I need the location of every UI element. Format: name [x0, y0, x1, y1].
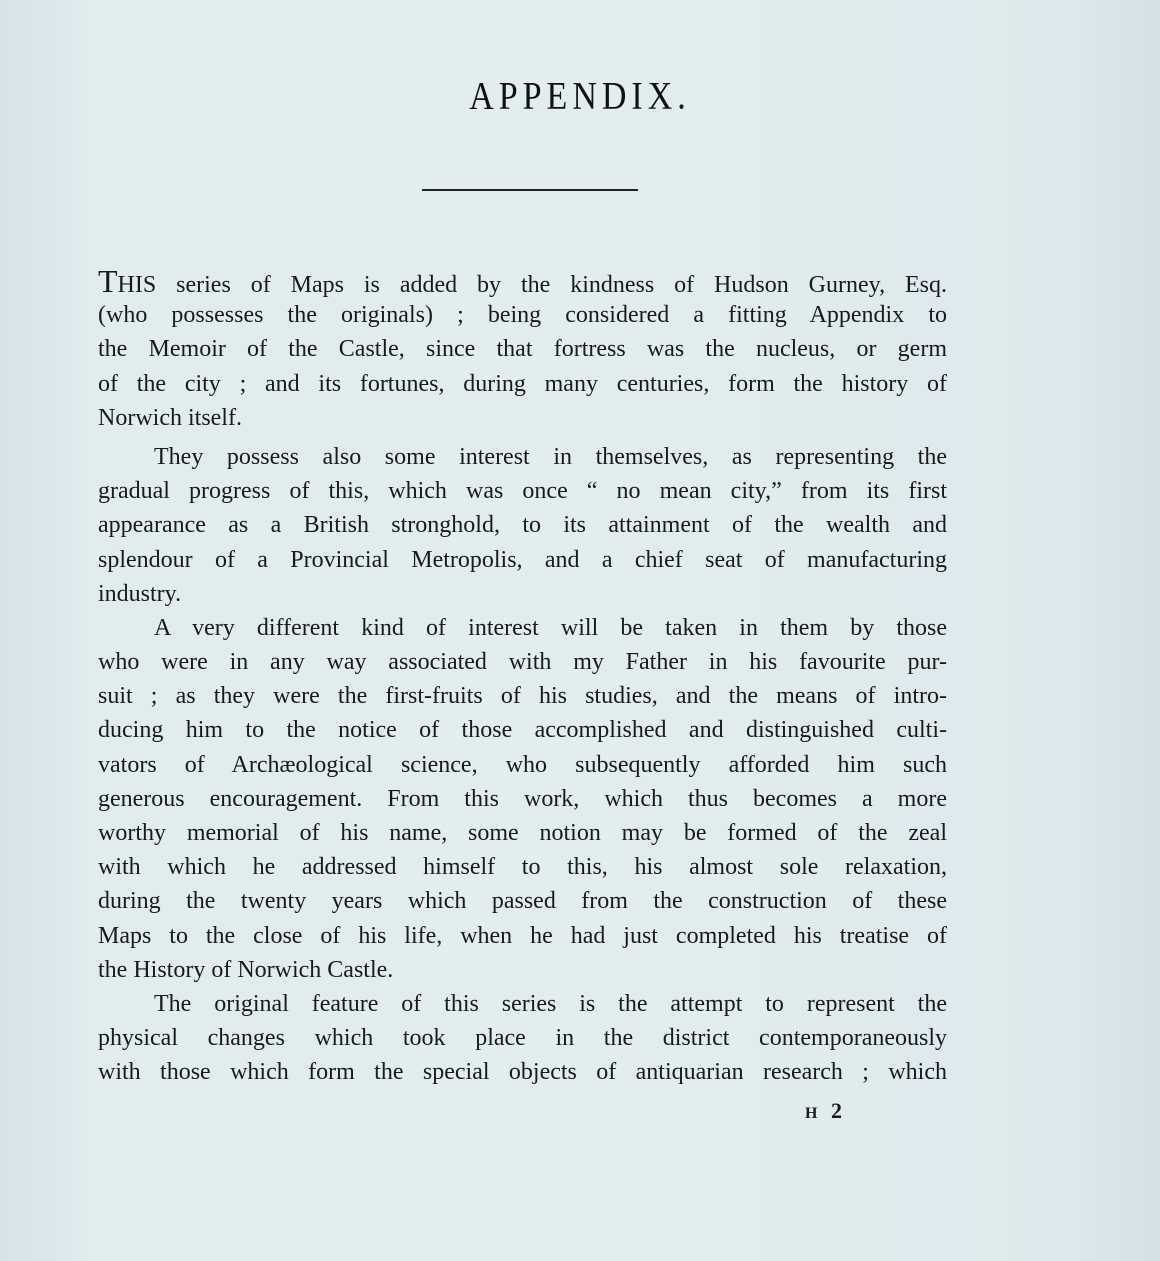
drop-cap: T: [98, 263, 118, 299]
text-line: vators of Archæological science, who subsequently afforded him such: [98, 751, 947, 778]
text-line: generous encouragement. From this work, which thus becomes a more: [98, 785, 947, 812]
text-line: worthy memorial of his name, some notion may be formed of the zeal: [98, 820, 947, 846]
text-line: ducing him to the notice of those accomplished and distinguished culti-: [98, 717, 947, 744]
text-line: The original feature of this series is the attempt to represent the: [154, 990, 947, 1017]
text-line: splendour of a Provincial Metropolis, and a chief seat of manufacturing: [98, 546, 947, 573]
text-line: Maps to the close of his life, when he had just completed his treatise of: [98, 922, 947, 949]
text-line: of the city ; and its fortunes, during many centuries, form the history of: [98, 370, 947, 397]
text-line: the History of Norwich Castle.: [98, 956, 394, 983]
paragraph-2: [98, 440, 947, 611]
text-line: who were in any way associated with my Father in his favourite pur-: [98, 649, 947, 676]
text-line: physical changes which took place in the district contemporaneously: [98, 1025, 947, 1052]
body-text: [98, 264, 947, 1090]
title-rule: [422, 189, 638, 191]
signature-number: 2: [830, 1098, 846, 1123]
text-line: industry.: [98, 580, 182, 607]
signature-letter: H: [805, 1105, 822, 1122]
text-line: They possess also some interest in themselves, as representing the: [154, 443, 947, 470]
paragraph-1: [98, 264, 947, 435]
text-line: during the twenty years which passed from the construction of these: [98, 888, 947, 915]
text-line: with which he addressed himself to this, his almost sole relaxation,: [98, 854, 947, 881]
signature-mark: [805, 1098, 846, 1124]
text-line: with those which form the special objects of antiquarian research ; which: [98, 1059, 947, 1086]
paragraph-4: [98, 987, 947, 1090]
text-line: Norwich itself.: [98, 404, 242, 431]
page-title: APPENDIX.: [469, 75, 691, 118]
text-line: suit ; as they were the first-fruits of his studies, and the means of intro-: [98, 683, 947, 710]
text-line: THIS series of Maps is added by the kindness of Hudson Gurney, Esq.: [98, 263, 947, 299]
text-line: gradual progress of this, which was once “ no mean city,” from its first: [98, 478, 947, 505]
text-line: appearance as a British stronghold, to its attainment of the wealth and: [98, 512, 947, 539]
paragraph-3: [98, 611, 947, 987]
text-line: A very different kind of interest will be taken in them by those: [154, 614, 947, 641]
text-line: (who possesses the originals) ; being considered a fitting Appendix to: [98, 302, 947, 329]
text-line: the Memoir of the Castle, since that fortress was the nucleus, or germ: [98, 336, 947, 363]
